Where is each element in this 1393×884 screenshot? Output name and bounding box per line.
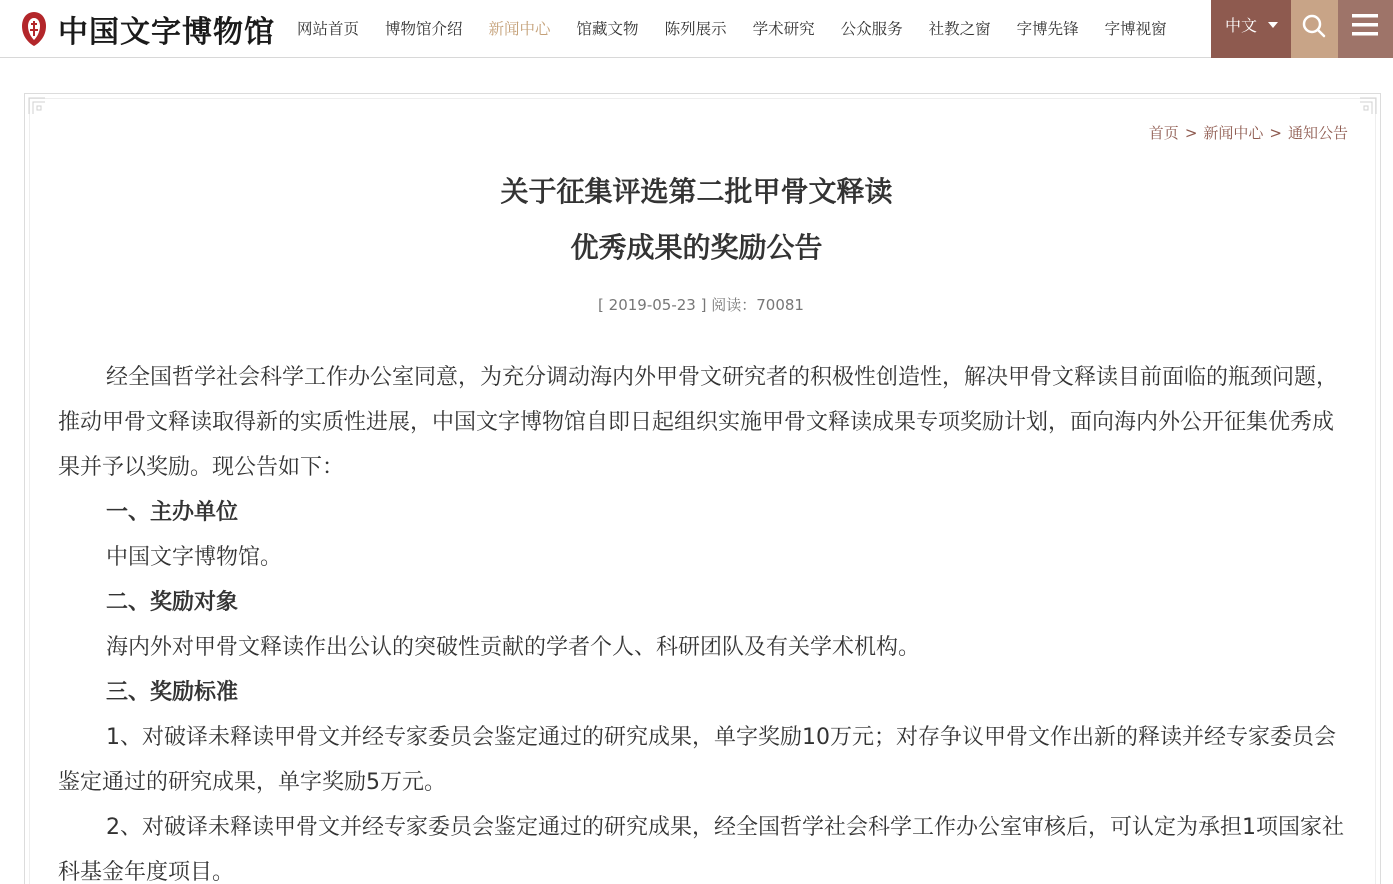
nav-item[interactable]: 馆藏文物 <box>576 20 639 38</box>
breadcrumb <box>1149 122 1348 143</box>
nav-item[interactable]: 陈列展示 <box>664 20 727 38</box>
nav-item[interactable]: 博物馆介绍 <box>385 20 463 38</box>
article-paragraph: 2、对破译未释读甲骨文并经专家委员会鉴定通过的研究成果，经全国哲学社会科学工作办公室审核后，可认定为承担1项国家社科基金年度项目。 <box>58 815 1344 884</box>
breadcrumb-notices[interactable]: 通知公告 <box>1287 124 1348 142</box>
site-logo-text: 中国文字博物馆 <box>58 15 275 50</box>
nav-item[interactable]: 新闻中心 <box>488 20 551 38</box>
breadcrumb-separator: > <box>1269 124 1282 142</box>
main-nav <box>284 0 1180 58</box>
section-heading: 二、奖励对象 <box>106 590 239 615</box>
search-button[interactable] <box>1291 0 1338 58</box>
article-read-count: 阅读：70081 <box>711 296 804 314</box>
article-paragraph: 海内外对甲骨文释读作出公认的突破性贡献的学者个人、科研团队及有关学术机构。 <box>106 635 921 660</box>
menu-icon <box>1338 0 1393 58</box>
breadcrumb-separator: > <box>1184 124 1198 142</box>
site-header <box>0 0 1393 58</box>
breadcrumb-news-center[interactable]: 新闻中心 <box>1203 124 1264 142</box>
article-title-line-1: 关于征集评选第二批甲骨文释读 <box>500 175 893 208</box>
language-selector[interactable] <box>1211 0 1291 58</box>
article-title-line-2: 优秀成果的奖励公告 <box>570 231 823 264</box>
menu-button[interactable] <box>1338 0 1393 58</box>
site-logo[interactable] <box>18 8 275 50</box>
section-heading: 一、主办单位 <box>106 500 239 525</box>
article-paragraph: 经全国哲学社会科学工作办公室同意，为充分调动海内外甲骨文研究者的积极性创造性，解决甲骨文释读目前面临的瓶颈问题，推动甲骨文释读取得新的实质性进展，中国文字博物馆自即日起组织实施甲骨文释读成果专项奖励计划，面向海内外公开征集优秀成果并予以奖励。现公告如下： <box>58 365 1339 480</box>
section-heading: 三、奖励标准 <box>106 680 239 705</box>
nav-item[interactable]: 字博先锋 <box>1016 20 1079 38</box>
nav-item[interactable]: 公众服务 <box>840 20 903 38</box>
museum-seal-icon <box>18 10 50 48</box>
article-body <box>58 355 1344 884</box>
article-paragraph: 1、对破译未释读甲骨文并经专家委员会鉴定通过的研究成果，单字奖励10万元；对存争议甲骨文作出新的释读并经专家委员会鉴定通过的研究成果，单字奖励5万元。 <box>58 725 1336 795</box>
article-paragraph: 中国文字博物馆。 <box>106 545 283 570</box>
breadcrumb-home[interactable]: 首页 <box>1148 124 1179 142</box>
search-icon <box>1291 0 1338 58</box>
nav-item[interactable]: 学术研究 <box>752 20 815 38</box>
article-date: [ 2019-05-23 ] <box>598 296 707 314</box>
article-meta <box>0 294 1393 315</box>
caret-down-icon <box>1268 22 1278 28</box>
language-label: 中文 <box>1225 16 1258 35</box>
nav-item[interactable]: 字博视窗 <box>1104 20 1167 38</box>
nav-item[interactable]: 社教之窗 <box>928 20 991 38</box>
nav-item[interactable]: 网站首页 <box>297 20 360 38</box>
corner-ornament-icon <box>27 96 47 116</box>
corner-ornament-icon <box>1358 96 1378 116</box>
